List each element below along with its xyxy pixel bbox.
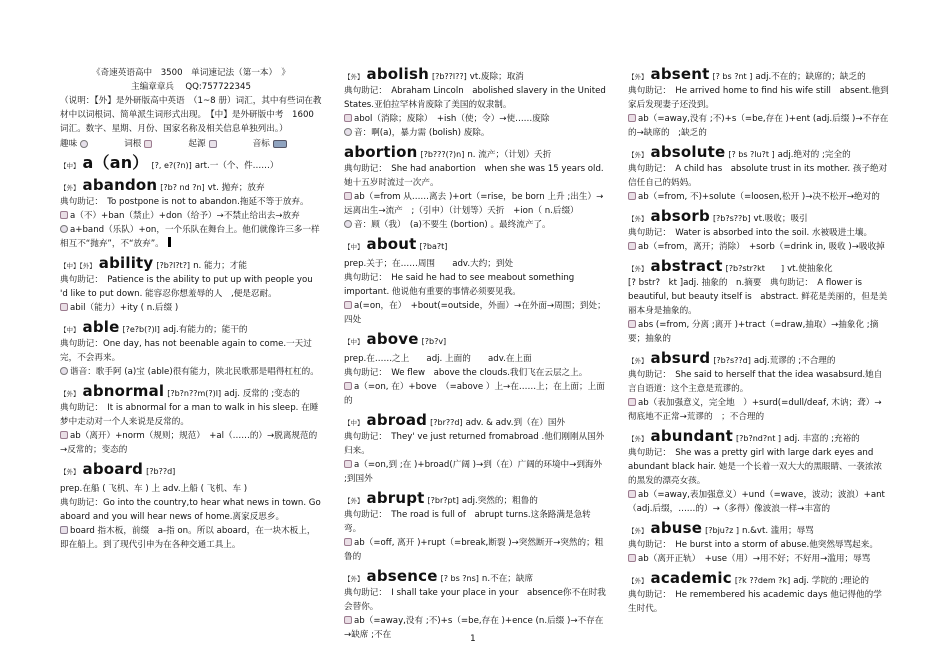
headword: abrupt: [366, 489, 425, 507]
example-sentence: 典句助记： We flew above the clouds.我们飞在云层之上。: [344, 368, 588, 378]
example-sentence: 典句助记： She had anabortion when she was 15 years old. 她十五岁时流过一次产。: [344, 164, 604, 188]
entry: 【外】 absence [? bs ?ns] n.不在；缺席 典句助记： I shall take your place in your absence你不在时我会替你。 ab（=away,没有 ;不)+s（=be,存在 )+ence (n.后缀 )→不存在→缺席 ;不在: [344, 567, 606, 640]
mnemonic-note: ab（=away,没有 ;不)+s（=be,存在 )+ent (adj.后缀 )→不存在的→缺席的 ;缺乏的: [628, 114, 889, 138]
headword: able: [82, 318, 120, 336]
root-icon: [344, 301, 352, 309]
column-middle: [344, 66, 606, 642]
root-icon: [60, 211, 68, 219]
example-sentence: 典句助记： Abraham Lincoln abolished slavery in the United States.亚伯拉罕林肯废除了美国的奴隶制。: [344, 86, 606, 110]
mnemonic-note: ab（=from，离开；消除） +sorb（=drink in, 吸收 )→吸收掉: [628, 240, 890, 254]
root-icon: [628, 320, 636, 328]
text-cursor: [168, 237, 171, 247]
entry: 【外】 absorb [?b?s??b] vt.吸收；吸引 典句助记： Water is absorbed into the soil. 水被吸进土壤。 ab（=from，离开；消除） +sorb（=drink in, 吸收 )→吸收掉: [628, 208, 890, 254]
entry: 【外】 aboard [?b??d] prep.在船 ( 飞机、车 ) 上 adv.上船 ( 飞机、车 ) 典句助记：Go into the country,to hear what news in town. Go aboard and you will hear news of home.离家反思乡。 board 指木板，前缀 a-指 on。所以 aboard，在一块木板上，即在船上。到了现代引申为在各种交通工具上。: [60, 460, 321, 550]
headword: absent: [650, 65, 710, 83]
legend: [60, 137, 322, 151]
root-icon: [60, 303, 68, 311]
example-sentence: 典句助记： He burst into a storm of abuse.他突然辱骂起来。: [628, 540, 878, 550]
fun-icon: [344, 128, 352, 136]
headword: abuse: [650, 519, 703, 537]
mnemonic-note: 音：啊(a)，暴力需 (bolish) 废除。: [344, 126, 606, 140]
root-icon: [628, 398, 636, 406]
entry: 【中】 a（an） [?, e?(?n)] art.一（个、件……）: [60, 153, 279, 172]
legend-sound: 音标: [253, 137, 289, 151]
example-sentence: 典句助记：Go into the country,to hear what news in town. Go aboard and you will hear news of home.离家反思乡。: [60, 498, 321, 522]
fun-icon: [344, 220, 352, 228]
example-sentence: 典句助记： A child has absolute trust in its mother. 孩子绝对信任自己的妈妈。: [628, 164, 888, 188]
root-icon: [628, 554, 636, 562]
headword: above: [366, 330, 419, 348]
intro-note: （说明：【外】是外研版高中英语 （1~8 册）词汇，其中有些词在教材中以词根词、简单派生词形式出现。 【中】是外研版中考 1600 词汇。数字、星期、月份、国家名称及相关信息单独列出。）: [60, 96, 322, 134]
root-icon: [344, 382, 352, 390]
headword: absorb: [650, 207, 710, 225]
mnemonic-note: a（=on, 在）+bove （=above ）上→在……上；在上面；上面的: [344, 382, 605, 406]
mnemonic-note: ab（=from, 不)+solute（=loosen,松开 )→决不松开→绝对的: [628, 190, 890, 204]
headword: absolute: [650, 143, 726, 161]
mnemonic-note: a(=on，在） +bout(=outside，外面）→在外面→周围；到处；四处: [344, 301, 606, 325]
headword: abundant: [650, 427, 734, 445]
mnemonic-note: 音：顾（我） (a)不要生 (bortion) 。最终流产了。: [344, 218, 606, 232]
mnemonic-note: ab（离开正轨） +use（用）→用不好；不好用→滥用；辱骂: [628, 552, 890, 566]
entry: 【外】 abnormal [?b?n??m(?)l] adj. 反常的 ;变态的 典句助记： It is abnormal for a man to walk in his sleep. 在睡梦中走动对一个人来说是反常的。 ab（离开）+norm（规则；规范） +al（……的）→脱离规范的→反常的；变态的: [60, 383, 322, 457]
example-sentence: 典句助记： To postpone is not to abandon.拖延不等于放弃。: [60, 197, 309, 207]
example-sentence: 典句助记： The road is full of abrupt turns.这条路满是急转弯。: [344, 510, 591, 534]
root-icon: [628, 490, 636, 498]
entry: 【外】 abrupt [?br?pt] adj.突然的；粗鲁的 典句助记： The road is full of abrupt turns.这条路满是急转弯。 ab（=off, 离开 )+rupt（=break,断裂 )→突然断开→突然的；粗鲁的: [344, 490, 606, 564]
headword: abstract: [650, 257, 723, 275]
author-line: 主编章章兵 QQ:757722345: [131, 82, 251, 92]
mnemonic-note: ab（表加强意义，完全地 ）+surd(=dull/deaf, 木讷；聋）→彻底地不正常→荒谬的 ；不合理的: [628, 398, 882, 422]
mnemonic-note: ab（=away,表加强意义）+und（=wave，波动；波浪）+ant（adj.后缀，……的）→（多得）像波浪一样→丰富的: [628, 490, 885, 514]
entry: 【外】 absent [? bs ?nt ] adj.不在的；缺席的；缺乏的 典句助记： He arrived home to find his wife still absent.他到家后发现妻子还没到。 ab（=away,没有 ;不)+s（=be,存在 )+ent (adj.后缀 )→不存在的→缺席的 ;缺乏的: [628, 65, 889, 138]
headword: absurd: [650, 349, 711, 367]
entry: 【外】 abundant [?b?nd?nt ] adj. 丰富的 ;充裕的 典句助记： She was a pretty girl with large dark eyes and abundant black hair. 她是一个长着一双大大的黑眼睛、一袭浓浓的黑发的漂亮女孩。 ab（=away,表加强意义）+und（=wave，波动；波浪）+ant（adj.后缀，……的）→（多得）像波浪一样→丰富的: [628, 428, 890, 516]
example-sentence: 典句助记： He remembered his academic days 他记得他的学生时代。: [628, 590, 882, 614]
root-icon: [144, 140, 152, 148]
column-right: [628, 66, 890, 616]
fun-icon: [80, 140, 88, 148]
column-left: [60, 66, 322, 552]
example-sentence: [? bstr? kt ]adj. 抽象的 n.摘要 典句助记： A flower is beautiful, but beauty itself is abstract. 鲜花是美丽的，但是美丽本身是抽象的。: [628, 278, 888, 316]
legend-origin: 起源: [188, 137, 218, 151]
root-icon: [344, 616, 352, 624]
root-icon: [344, 460, 352, 468]
root-icon: [60, 431, 68, 439]
headword: absence: [366, 567, 438, 585]
headword: academic: [650, 569, 732, 587]
example-sentence: 典句助记： They' ve just returned fromabroad .他们刚刚从国外归来。: [344, 432, 605, 456]
fun-icon: [60, 225, 68, 233]
entry: 【外】 abstract [?b?str?kt ] vt.使抽象化 [? bstr? kt ]adj. 抽象的 n.摘要 典句助记： A flower is beautiful, but beauty itself is abstract. 鲜花是美丽的，但是美丽本身是抽象的。 abs (=from, 分离 ;离开 )+tract（=draw,抽取）→抽象化 ;摘要；抽象的: [628, 258, 890, 346]
mnemonic-note: abil（能力）+ity ( n.后缀 ): [60, 301, 322, 315]
entry: abortion [?b???(?)n] n. 流产；（计划）夭折 典句助记： She had anabortion when she was 15 years old. 她十五岁时流过一次产。 ab（=from 从……离去 )+ort（=rise，be born 上升 ;出生）→远离出生→流产 ;（引申）（计划等）夭折 +ion（ n.后缀） 音：顾（我） (a)不要生 (bortion) 。最终流产了。: [344, 144, 606, 232]
mnemonic-note: ab（=away,没有 ;不)+s（=be,存在 )+ence (n.后缀 )→不存在→缺席 ;不在: [344, 616, 604, 640]
mnemonic-note: board 指木板，前缀 a-指 on。所以 aboard，在一块木板上，即在船上。到了现代引申为在各种交通工具上。: [60, 526, 316, 550]
headword: a（an）: [82, 153, 149, 172]
legend-fun: 趣味: [60, 137, 90, 151]
entry: 【外】 absolute [? bs ?lu?t ] adj.绝对的 ;完全的 典句助记： A child has absolute trust in its mother. 孩子绝对信任自己的妈妈。 ab（=from, 不)+solute（=loosen,松开 )→决不松开→绝对的: [628, 144, 890, 204]
origin-icon: [209, 140, 217, 148]
entry: 【外】 abuse [?bju?z ] n.&vt. 滥用；辱骂 典句助记： He burst into a storm of abuse.他突然辱骂起来。 ab（离开正轨） +use（用）→用不好；不好用→滥用；辱骂: [628, 520, 890, 566]
entry: 【中】 abroad [?br??d] adv. & adv.到（在）国外 典句助记： They' ve just returned fromabroad .他们刚刚从国外归来。 a（=on,到 ;在 )+broad(广阔 )→到（在）广阔的环境中→到海外 ;到国外: [344, 411, 605, 484]
example-sentence: 典句助记： He arrived home to find his wife still absent.他到家后发现妻子还没到。: [628, 86, 889, 110]
headword: abandon: [82, 176, 158, 194]
example-sentence: 典句助记： I shall take your place in your absence你不在时我会替你。: [344, 588, 606, 612]
document-title: 《奇速英语高中 3500 单词速记法（第一本） 》: [91, 68, 291, 78]
sound-icon: [273, 140, 287, 148]
headword: about: [366, 235, 417, 253]
headword: abortion: [344, 143, 418, 161]
example-sentence: 典句助记： He said he had to see meabout something important. 他说他有重要的事情必须要见我。: [344, 273, 575, 297]
mnemonic-note: a（=on,到 ;在 )+broad(广阔 )→到（在）广阔的环境中→到海外 ;到国外: [344, 460, 603, 484]
mnemonic-note: ab（=off, 离开 )+rupt（=break,断裂 )→突然断开→突然的；粗鲁的: [344, 538, 604, 562]
legend-root: 词根: [124, 137, 154, 151]
mnemonic-note: 谐音：歌手阿 (a)宝 (able)很有能力，陕北民歌那是唱得杠杠的。: [60, 365, 322, 379]
example-sentence: 典句助记： She was a pretty girl with large dark eyes and abundant black hair. 她是一个长着一双大大的黑眼睛、一袭浓浓的黑发的漂亮女孩。: [628, 448, 883, 486]
headword: ability: [98, 254, 154, 272]
mnemonic-note: a+band（乐队）+on，一个乐队在舞台上。他们就像许三多一样相互不“抛弃”，不“放弃”。: [60, 225, 320, 249]
entry: 【外】 abandon [?b? nd ?n] vt. 抛弃；放弃 典句助记： To postpone is not to abandon.拖延不等于放弃。 a（不）+ban（禁止）+don（给予）→不禁止给出去→放弃 a+band（乐队）+on，一个乐队在舞台上。他们就像许三多一样相互不“抛弃”，不“放弃”。: [60, 177, 322, 251]
entry: 【中】 able [?e?b(?)l] adj.有能力的；能干的 典句助记：One day, has not beenable again to come.一天过完，不会再来。 谐音：歌手阿 (a)宝 (able)很有能力，陕北民歌那是唱得杠杠的。: [60, 319, 322, 379]
example-sentence: 典句助记： Water is absorbed into the soil. 水被吸进土壤。: [628, 228, 873, 238]
example-sentence: 典句助记：One day, has not beenable again to come.一天过完，不会再来。: [60, 339, 312, 363]
headword: aboard: [82, 460, 144, 478]
root-icon: [344, 114, 352, 122]
root-icon: [344, 192, 352, 200]
mnemonic-note: ab（=from 从……离去 )+ort（=rise，be born 上升 ;出生）→远离出生→流产 ;（引申）（计划等）夭折 +ion（ n.后缀）: [344, 192, 604, 216]
example-sentence: 典句助记： It is abnormal for a man to walk in his sleep. 在睡梦中走动对一个人来说是反常的。: [60, 403, 319, 427]
origin-icon: [60, 526, 68, 534]
headword: abolish: [366, 65, 429, 83]
root-icon: [344, 538, 352, 546]
entry: 【外】 abolish [?b??l??] vt.废除；取消 典句助记： Abraham Lincoln abolished slavery in the United States.亚伯拉罕林肯废除了美国的奴隶制。 abol（消除；废除） +ish（使；令）→使……废除 音：啊(a)，暴力需 (bolish) 废除。: [344, 65, 606, 138]
entry: 【中】【外】 ability [?b?l?t?] n. 能力；才能 典句助记： Patience is the ability to put up with people you 'd like to put down. 能容忍你想羞辱的人 ,便是忍耐。 abil（能力）+ity ( n.后缀 ): [60, 255, 322, 315]
fun-icon: [60, 367, 68, 375]
example-sentence: 典句助记： She said to herself that the idea wasabsurd.她自言自语道：这个主意是荒谬的。: [628, 370, 883, 394]
entry: 【外】 academic [?k ??dem ?k] adj. 学院的 ;理论的 典句助记： He remembered his academic days 他记得他的学生时代。: [628, 570, 890, 616]
headword: abnormal: [82, 382, 165, 400]
entry: 【外】 absurd [?b?s??d] adj.荒谬的 ;不合理的 典句助记： She said to herself that the idea wasabsurd.她自言自语道：这个主意是荒谬的。 ab（表加强意义，完全地 ）+surd(=dull/deaf, 木讷；聋）→彻底地不正常→荒谬的 ；不合理的: [628, 350, 890, 424]
example-sentence: 典句助记： Patience is the ability to put up with people you 'd like to put down. 能容忍你想羞辱的人 ,便是忍耐。: [60, 275, 313, 299]
root-icon: [628, 242, 636, 250]
entry: 【中】 about [?ba?t] prep.关于；在……周围 adv.大约；到处 典句助记： He said he had to see meabout something important. 他说他有重要的事情必须要见我。 a(=on，在） +bout(=outside，外面）→在外面→周围；到处；四处: [344, 235, 606, 325]
headword: abroad: [366, 411, 428, 429]
root-icon: [628, 114, 636, 122]
root-icon: [628, 192, 636, 200]
mnemonic-note: ab（离开）+norm（规则；规范） +al（……的）→脱离规范的→反常的；变态的: [60, 431, 318, 455]
mnemonic-note: abs (=from, 分离 ;离开 )+tract（=draw,抽取）→抽象化 ;摘要；抽象的: [628, 320, 879, 344]
page-number: 1: [470, 634, 476, 644]
entry: 【中】 above [?b?v] prep.在……之上 adj. 上面的 adv.在上面 典句助记： We flew above the clouds.我们飞在云层之上。 a（=on, 在）+bove （=above ）上→在……上；在上面；上面的: [344, 330, 605, 406]
mnemonic-note: abol（消除；废除） +ish（使；令）→使……废除: [344, 112, 606, 126]
mnemonic-note: a（不）+ban（禁止）+don（给予）→不禁止给出去→放弃: [60, 209, 322, 223]
